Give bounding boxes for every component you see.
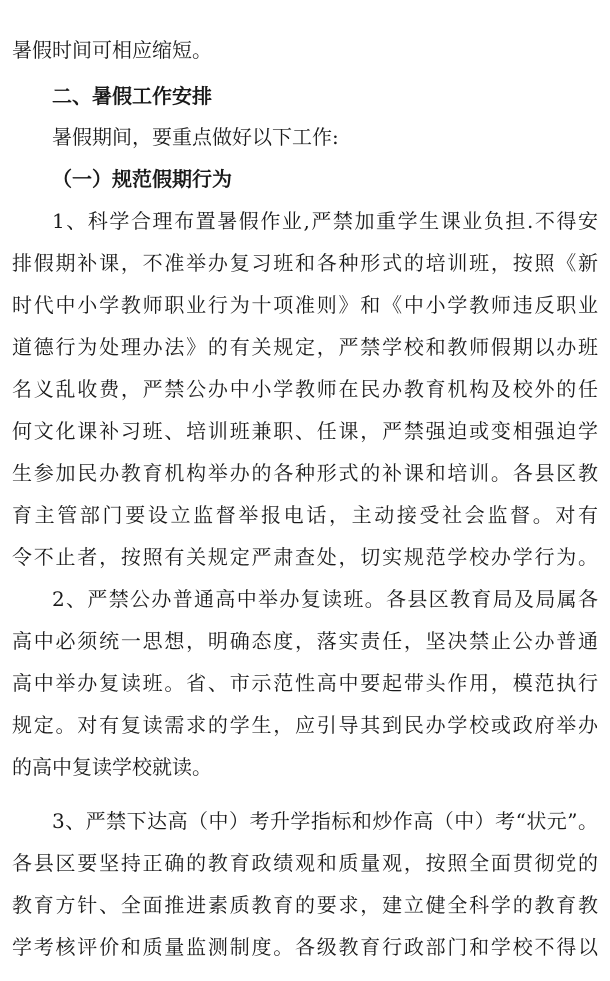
text-line: 道德行为处理办法》的有关规定，严禁学校和教师假期以办班: [12, 335, 598, 359]
text-line: 何文化课补习班、培训班兼职、任课，严禁强迫或变相强迫学: [12, 419, 598, 443]
text-line: 时代中小学教师职业行为十项准则》和《中小学教师违反职业: [12, 293, 598, 317]
text-line: 暑假期间，要重点做好以下工作:: [52, 125, 339, 149]
text-line: 规定。对有复读需求的学生，应引导其到民办学校或政府举办: [12, 713, 598, 737]
text-line: 教育方针、全面推进素质教育的要求，建立健全科学的教育教: [12, 893, 598, 917]
text-line: 2、严禁公办普通高中举办复读班。各县区教育局及局属各: [52, 587, 598, 611]
text-line: 生参加民办教育机构举办的各种形式的补课和培训。各县区教: [12, 461, 598, 485]
section-heading: 二、暑假工作安排: [52, 84, 212, 108]
text-line: 学考核评价和质量监测制度。各级教育行政部门和学校不得以: [12, 935, 598, 959]
text-line: 暑假时间可相应缩短。: [12, 38, 212, 62]
text-line: 名义乱收费，严禁公办中小学教师在民办教育机构及校外的任: [12, 377, 598, 401]
text-line: 令不止者，按照有关规定严肃查处，切实规范学校办学行为。: [12, 545, 598, 569]
text-line: 高中必须统一思想，明确态度，落实责任，坚决禁止公办普通: [12, 629, 598, 653]
subsection-heading: （一）规范假期行为: [52, 167, 232, 191]
text-line: 的高中复读学校就读。: [12, 755, 212, 779]
text-line: 育主管部门要设立监督举报电话，主动接受社会监督。对有: [12, 503, 598, 527]
text-line: 高中举办复读班。省、市示范性高中要起带头作用，模范执行: [12, 671, 598, 695]
text-line: 3、严禁下达高（中）考升学指标和炒作高（中）考“状元”。: [52, 809, 598, 833]
text-line: 排假期补课，不准举办复习班和各种形式的培训班，按照《新: [12, 251, 598, 275]
text-line: 各县区要坚持正确的教育政绩观和质量观，按照全面贯彻党的: [12, 851, 598, 875]
text-line: 1、科学合理布置暑假作业,严禁加重学生课业负担.不得安: [52, 209, 598, 233]
